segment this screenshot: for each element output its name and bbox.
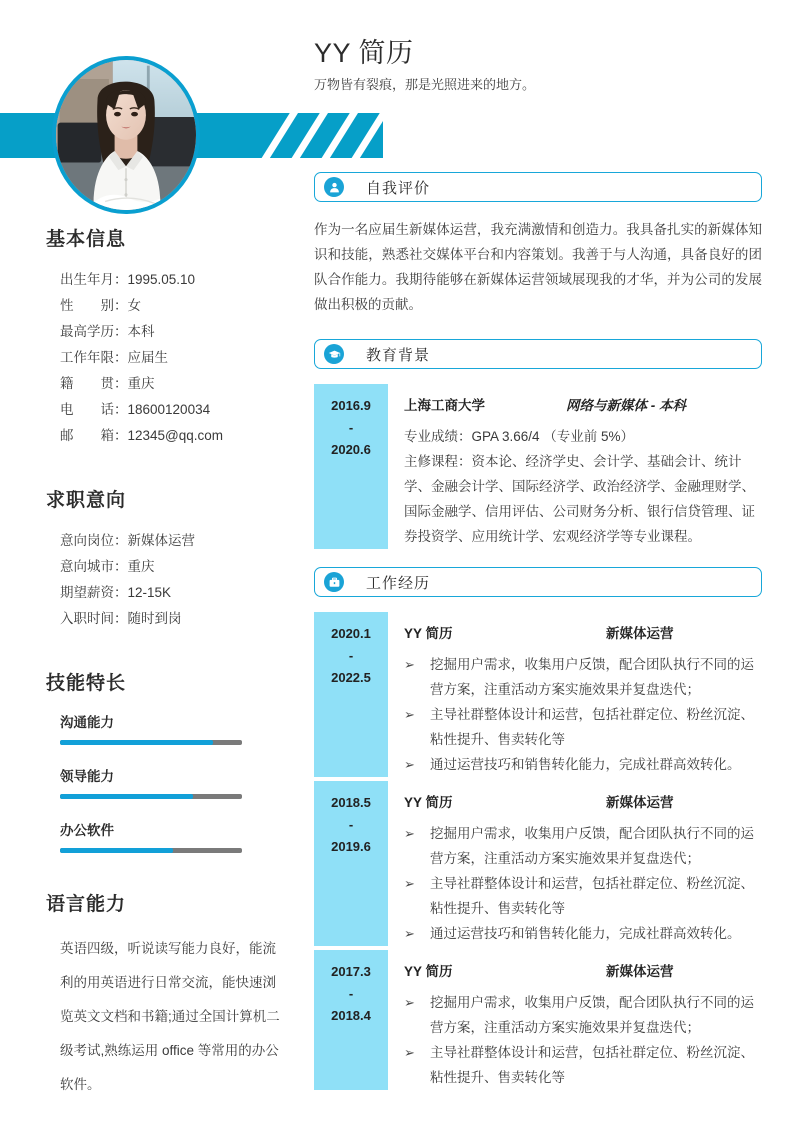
list-item	[404, 921, 762, 946]
work-title-row	[404, 622, 762, 642]
section-header-education	[314, 339, 762, 369]
arrow-bullet-icon: ➢	[404, 657, 415, 672]
company-name: YY 简历	[404, 626, 453, 641]
header-title-block	[314, 38, 535, 94]
basic-info-row: 工作年限：应届生	[60, 350, 168, 365]
basic-info-row: 性 别：女	[60, 298, 141, 313]
date-dash: -	[348, 817, 354, 832]
list-item	[404, 871, 762, 921]
list-item	[404, 821, 762, 871]
job-intention-row: 意向城市：重庆	[60, 559, 155, 574]
self-eval-text: 作为一名应届生新媒体运营，我充满激情和创造力。我具备扎实的新媒体知识和技能，熟悉社交媒体平台和内容策划。我善于与人沟通，具备良好的团队合作能力。我期待能够在新媒体运营领域展现我的才华，并为公司的发展做出积极的贡献。	[314, 222, 762, 312]
bullet-text: 主导社群整体设计和运营，包括社群定位、粉丝沉淀、粘性提升、售卖转化等	[430, 1045, 754, 1085]
skill-item	[46, 819, 294, 853]
arrow-bullet-icon: ➢	[404, 707, 415, 722]
skill-progress-fill	[60, 848, 173, 853]
work-date	[314, 781, 388, 946]
date-end: 2020.6	[331, 442, 371, 457]
list-item	[404, 990, 762, 1040]
work-body	[388, 612, 762, 777]
arrow-bullet-icon: ➢	[404, 995, 415, 1010]
major-name: 网络与新媒体 - 本科	[566, 398, 686, 413]
language-heading: 语言能力	[46, 894, 127, 915]
work-body	[388, 950, 762, 1090]
language-block	[46, 889, 294, 1102]
skill-label: 沟通能力	[60, 715, 114, 730]
skills-block	[46, 668, 294, 853]
skill-progress-fill	[60, 740, 213, 745]
avatar-photo	[56, 60, 196, 210]
education-date	[314, 384, 388, 549]
list-item	[404, 702, 762, 752]
section-title: 教育背景	[366, 346, 431, 364]
date-dash: -	[348, 986, 354, 1001]
basic-info-heading: 基本信息	[46, 229, 127, 250]
list-item	[404, 752, 762, 777]
bullet-text: 通过运营技巧和销售转化能力，完成社群高效转化。	[430, 926, 741, 941]
date-start: 2016.9	[331, 398, 371, 413]
work-entry	[314, 781, 762, 946]
work-entry	[314, 950, 762, 1090]
briefcase-icon	[324, 572, 344, 592]
date-start: 2018.5	[331, 795, 371, 810]
date-end: 2022.5	[331, 670, 371, 685]
skill-label: 领导能力	[60, 769, 114, 784]
graduation-cap-icon	[324, 344, 344, 364]
basic-info-row: 邮 箱：12345@qq.com	[60, 428, 224, 443]
education-detail-line: 专业成绩：GPA 3.66/4 （专业前 5%）	[404, 429, 635, 444]
basic-info-block	[46, 224, 294, 449]
person-icon	[324, 177, 344, 197]
bullet-text: 通过运营技巧和销售转化能力，完成社群高效转化。	[430, 757, 741, 772]
basic-info-row: 电 话：18600120034	[60, 402, 211, 417]
basic-info-row: 籍 贯：重庆	[60, 376, 155, 391]
skills-heading: 技能特长	[46, 673, 127, 694]
skill-item	[46, 711, 294, 745]
job-intention-row: 期望薪资：12-15K	[60, 585, 172, 600]
page-subtitle: 万物皆有裂痕，那是光照进来的地方。	[314, 76, 536, 92]
arrow-bullet-icon: ➢	[404, 826, 415, 841]
arrow-bullet-icon: ➢	[404, 757, 415, 772]
section-title: 自我评价	[366, 179, 431, 197]
list-item	[404, 1040, 762, 1090]
arrow-bullet-icon: ➢	[404, 1045, 415, 1060]
bullet-text: 主导社群整体设计和运营，包括社群定位、粉丝沉淀、粘性提升、售卖转化等	[430, 876, 754, 916]
school-name: 上海工商大学	[404, 398, 485, 413]
skill-progress-bar	[60, 794, 242, 799]
work-date	[314, 612, 388, 777]
job-role: 新媒体运营	[606, 795, 674, 810]
bullet-text: 挖掘用户需求，收集用户反馈，配合团队执行不同的运营方案，注重活动方案实施效果并复盘迭代；	[430, 995, 754, 1035]
education-body	[388, 384, 762, 549]
job-intention-heading: 求职意向	[46, 490, 127, 511]
skill-item	[46, 765, 294, 799]
bullet-text: 主导社群整体设计和运营，包括社群定位、粉丝沉淀、粘性提升、售卖转化等	[430, 707, 754, 747]
bullet-text: 挖掘用户需求，收集用户反馈，配合团队执行不同的运营方案，注重活动方案实施效果并复盘迭代；	[430, 657, 754, 697]
date-dash: -	[348, 420, 354, 435]
date-dash: -	[348, 648, 354, 663]
job-intention-row: 入职时间：随时到岗	[60, 611, 182, 626]
work-title-row	[404, 960, 762, 980]
page-title: YY 简历	[314, 38, 414, 68]
work-title-row	[404, 791, 762, 811]
job-role: 新媒体运营	[606, 964, 674, 979]
job-role: 新媒体运营	[606, 626, 674, 641]
company-name: YY 简历	[404, 964, 453, 979]
diagonal-stripes	[253, 113, 383, 158]
work-bullet-list	[404, 990, 762, 1090]
basic-info-row: 最高学历：本科	[60, 324, 155, 339]
skill-progress-bar	[60, 848, 242, 853]
work-date	[314, 950, 388, 1090]
section-header-work	[314, 567, 762, 597]
job-intention-block	[46, 485, 294, 632]
work-bullet-list	[404, 821, 762, 946]
date-end: 2019.6	[331, 839, 371, 854]
arrow-bullet-icon: ➢	[404, 876, 415, 891]
education-entry	[314, 384, 762, 549]
language-text: 英语四级，听说读写能力良好，能流利的用英语进行日常交流，能快速浏览英文文档和书籍;通过全国计算机二级考试,熟练运用 office 等常用的办公软件。	[60, 941, 280, 1092]
list-item	[404, 652, 762, 702]
company-name: YY 简历	[404, 795, 453, 810]
work-body	[388, 781, 762, 946]
date-start: 2017.3	[331, 964, 371, 979]
education-detail-line: 主修课程：资本论、经济学史、会计学、基础会计、统计学、金融会计学、国际经济学、政治经济学、金融理财学、国际金融学、信用评估、公司财务分析、银行信贷管理、证券投资学、应用统计学、宏观经济学等专业课程。	[404, 454, 755, 544]
avatar	[52, 56, 200, 214]
sidebar	[46, 224, 294, 1132]
bullet-text: 挖掘用户需求，收集用户反馈，配合团队执行不同的运营方案，注重活动方案实施效果并复盘迭代；	[430, 826, 754, 866]
work-entry	[314, 612, 762, 777]
skill-progress-fill	[60, 794, 193, 799]
skill-progress-bar	[60, 740, 242, 745]
basic-info-row: 出生年月：1995.05.10	[60, 272, 196, 287]
date-start: 2020.1	[331, 626, 371, 641]
job-intention-row: 意向岗位：新媒体运营	[60, 533, 195, 548]
skill-label: 办公软件	[60, 823, 114, 838]
date-end: 2018.4	[331, 1008, 371, 1023]
section-title: 工作经历	[366, 574, 431, 592]
work-bullet-list	[404, 652, 762, 777]
arrow-bullet-icon: ➢	[404, 926, 415, 941]
education-title-row	[404, 394, 762, 414]
section-header-self-eval	[314, 172, 762, 202]
main-content	[314, 172, 762, 1094]
